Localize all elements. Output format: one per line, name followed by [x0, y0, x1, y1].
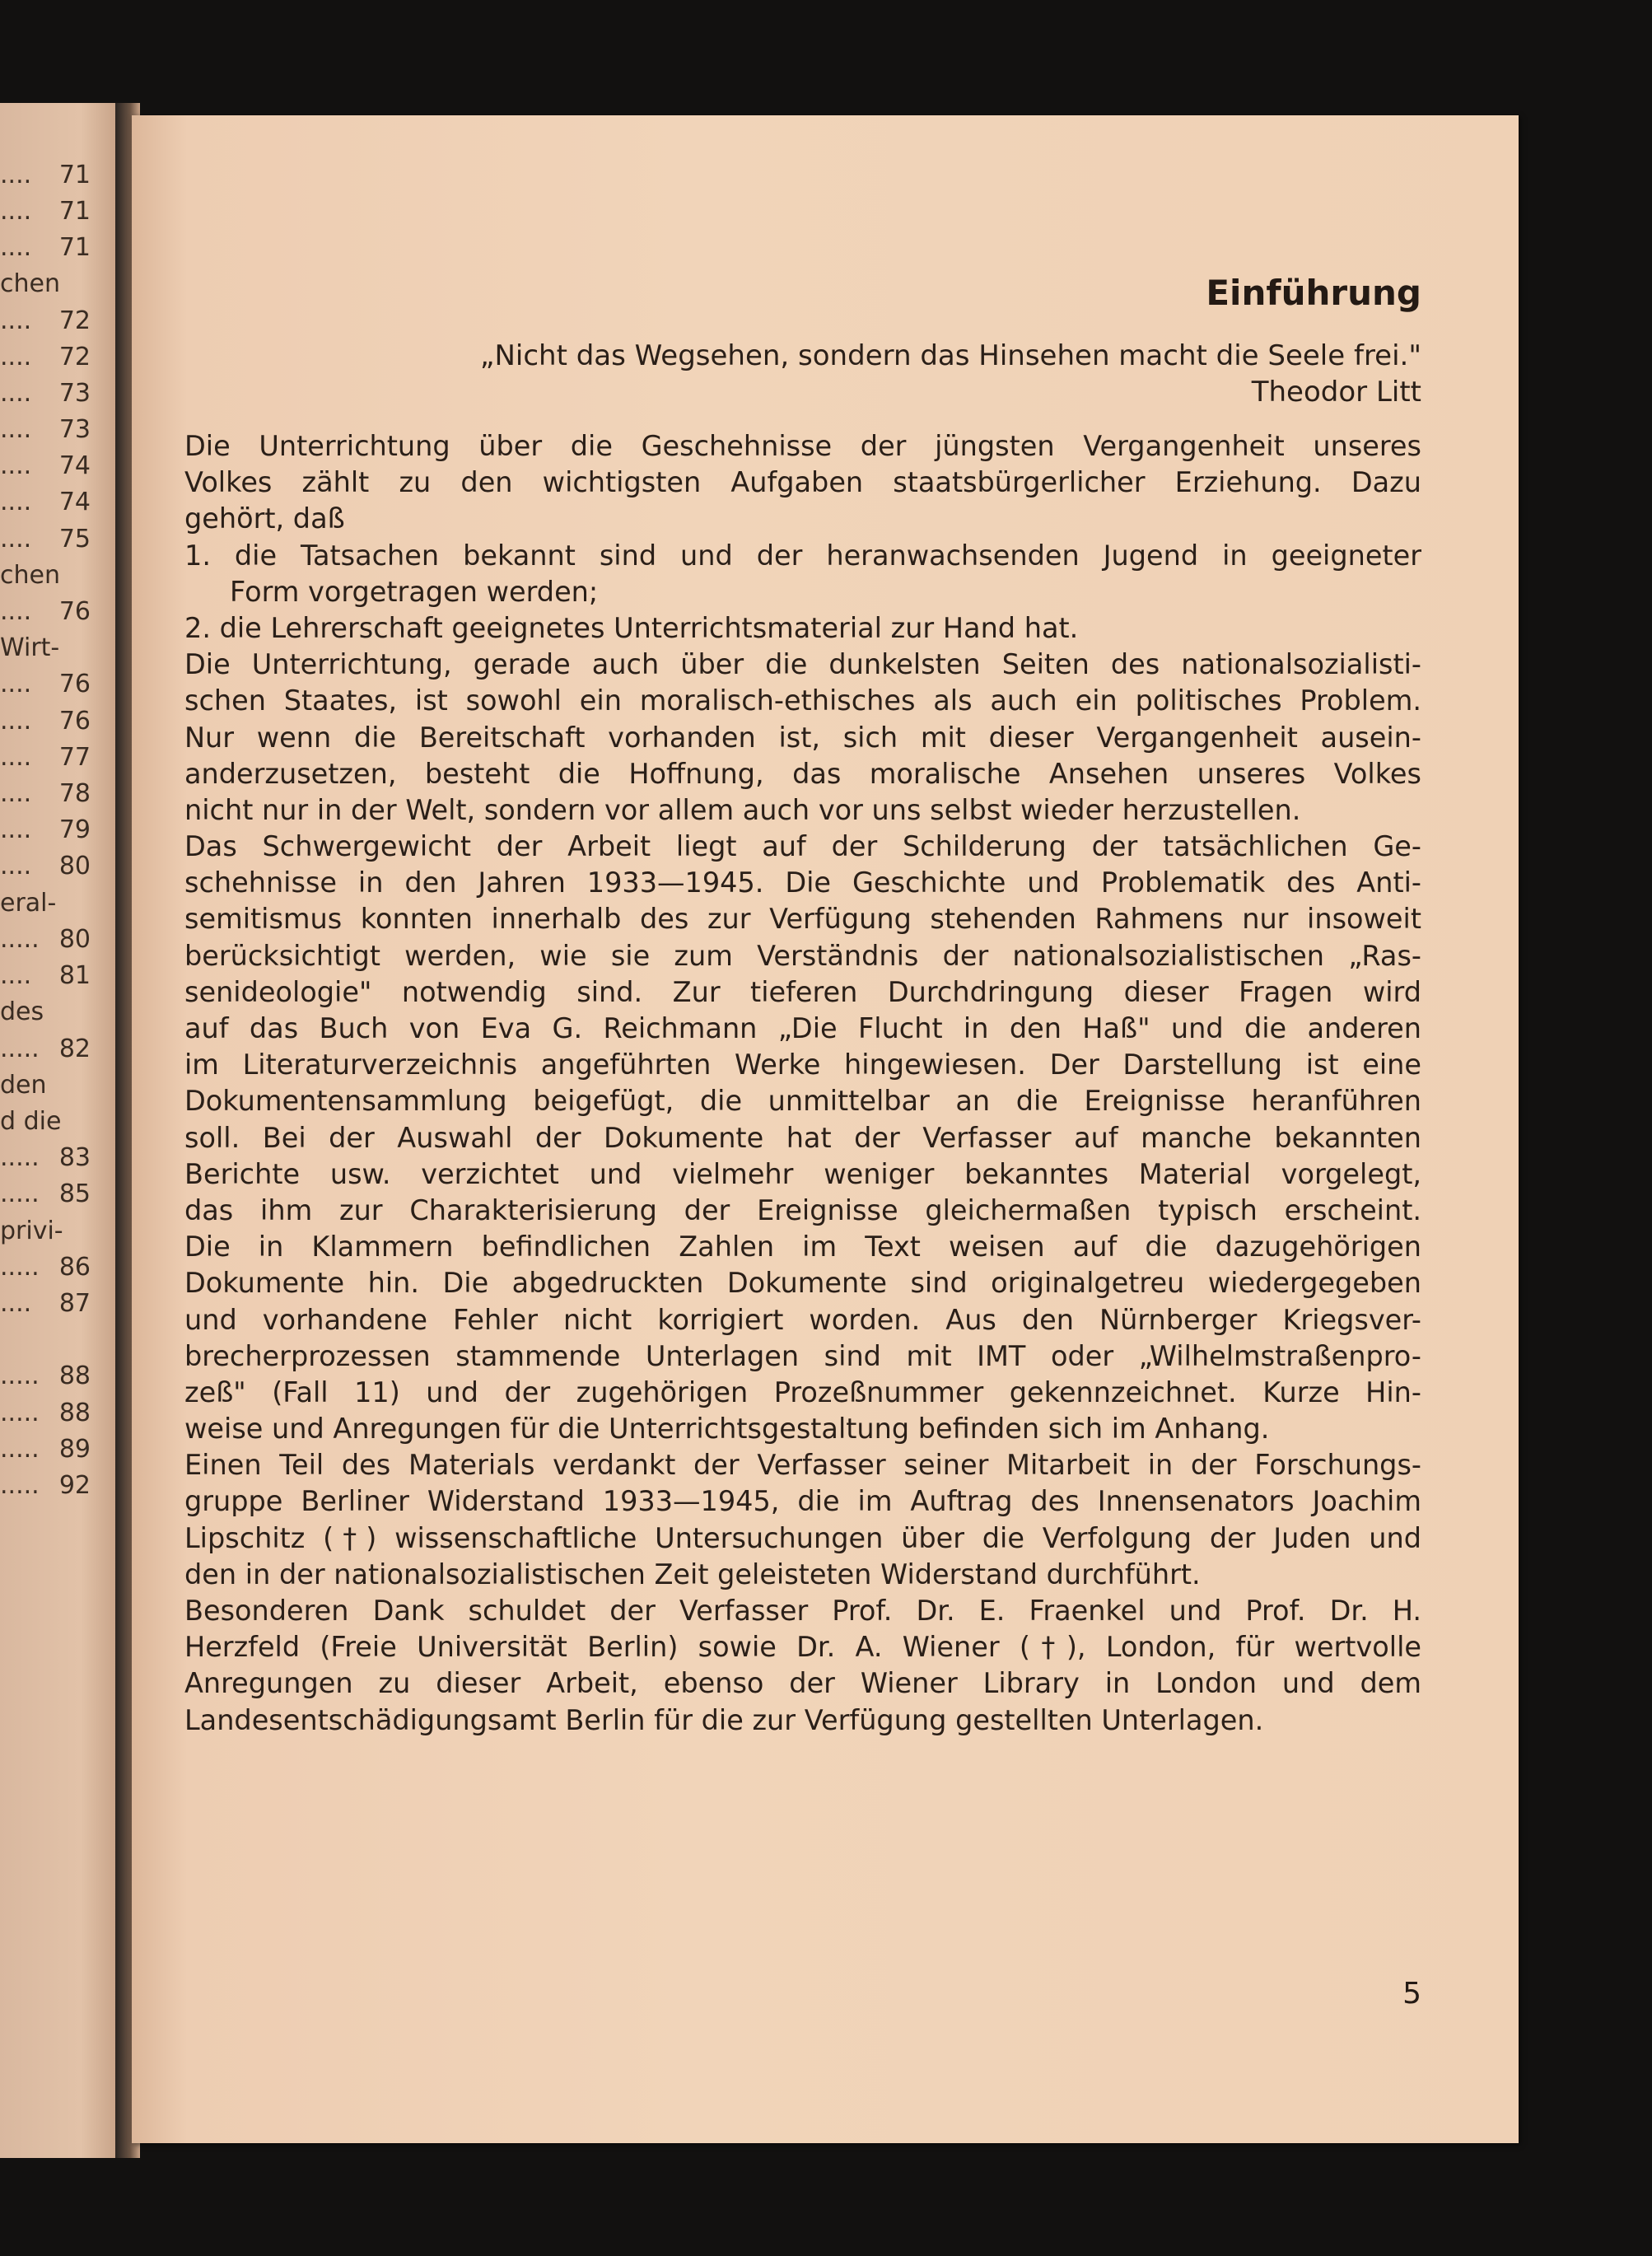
toc-entry-text: .... [0, 488, 32, 516]
toc-entry [0, 157, 91, 194]
toc-entry [0, 1358, 91, 1394]
toc-entry [0, 1468, 91, 1504]
text-line: 1. die Tatsachen bekannt sind und der heranwachsenden Jugend in geeigneter [184, 539, 1421, 572]
toc-entry-text: .... [0, 852, 32, 880]
toc-entry-page: 73 [58, 379, 91, 408]
toc-entry [0, 266, 91, 302]
toc-entry-page: 86 [58, 1253, 91, 1282]
text-line: im Literaturverzeichnis angeführten Werke hingewiesen. Der Darstellung ist eine [184, 1049, 1421, 1081]
text-line: soll. Bei der Auswahl der Dokumente hat der Verfasser auf manche bekannten [184, 1121, 1421, 1154]
toc-entry [0, 1213, 91, 1249]
toc-entry-text: ..... [0, 1399, 40, 1427]
toc-entry-text: .... [0, 161, 32, 189]
toc-entry-page: 71 [58, 197, 91, 226]
text-line: und vorhandene Fehler nicht korrigiert worden. Aus den Nürnberger Kriegsver- [184, 1303, 1421, 1336]
toc-entry-page: 76 [58, 670, 91, 698]
toc-entry [0, 1322, 91, 1358]
toc-entry [0, 303, 91, 339]
toc-entry-page: 76 [58, 597, 91, 626]
text-line: zeß" (Fall 11) und der zugehörigen Prozeßnummer gekennzeichnet. Kurze Hin- [184, 1376, 1421, 1408]
text-line: Die Unterrichtung, gerade auch über die dunkelsten Seiten des nationalsozialisti- [184, 648, 1421, 681]
text-line: Die Unterrichtung über die Geschehnisse der jüngsten Vergangenheit unseres [184, 430, 1421, 462]
toc-entry [0, 521, 91, 558]
text-line: Form vorgetragen werden; [230, 575, 599, 608]
toc-entry-page: 83 [58, 1143, 91, 1172]
toc-entry-text: ..... [0, 1179, 40, 1208]
body-text [184, 428, 1421, 1739]
toc-entry-text: Wirt- [0, 633, 60, 662]
toc-entry-page: 76 [58, 707, 91, 736]
toc-entry [0, 230, 91, 266]
toc-entry [0, 812, 91, 848]
toc-entry-text: .... [0, 1289, 32, 1318]
toc-entry-text: ..... [0, 1035, 40, 1063]
toc-entry-page: 88 [58, 1362, 91, 1390]
toc-entry-text: .... [0, 961, 32, 990]
text-line: das ihm zur Charakterisierung der Ereignisse gleichermaßen typisch erscheint. [184, 1193, 1421, 1226]
text-line: Besonderen Dank schuldet der Verfasser Prof. Dr. E. Fraenkel und Prof. Dr. H. [184, 1595, 1421, 1627]
toc-entry-page: 85 [58, 1179, 91, 1208]
toc-entry-text: .... [0, 379, 32, 408]
text-line: anderzusetzen, besteht die Hoffnung, das moralische Ansehen unseres Volkes [184, 757, 1421, 790]
toc-entry-text: .... [0, 233, 32, 262]
epigraph [214, 338, 1421, 410]
toc-entry-text: ..... [0, 1143, 40, 1172]
text-line: Berichte usw. verzichtet und vielmehr weniger bekanntes Material vorgelegt, [184, 1157, 1421, 1190]
toc-entry-text: .... [0, 743, 32, 772]
toc-entry [0, 194, 91, 230]
page-number: 5 [1402, 1977, 1421, 2011]
epigraph-text: „Nicht das Wegsehen, sondern das Hinsehen macht die Seele frei." [479, 339, 1421, 372]
text-line: Dokumentensammlung beigefügt, die unmittelbar an die Ereignisse heranführen [184, 1085, 1421, 1118]
toc-entry-text: ..... [0, 1471, 40, 1500]
toc-entry [0, 1140, 91, 1176]
toc-entry [0, 1104, 91, 1140]
text-line: brecherprozessen stammende Unterlagen sind mit IMT oder „Wilhelmstraßenpro- [184, 1339, 1421, 1372]
toc-entry-page: 74 [58, 488, 91, 516]
toc-entry [0, 484, 91, 521]
toc-entry-text: privi- [0, 1217, 63, 1245]
toc-entry-page: 73 [58, 415, 91, 444]
toc-entry-page: 71 [58, 233, 91, 262]
toc-entry-page: 80 [58, 852, 91, 880]
toc-entry [0, 922, 91, 958]
toc-entry-text: ..... [0, 1253, 40, 1282]
text-line: Das Schwergewicht der Arbeit liegt auf der Schilderung der tatsächlichen Ge- [184, 830, 1421, 863]
toc-entry-page: 81 [58, 961, 91, 990]
text-line: senideologie" notwendig sind. Zur tieferen Durchdringung dieser Fragen wird [184, 975, 1421, 1008]
toc-entry-page: 72 [58, 306, 91, 335]
toc-entry [0, 958, 91, 994]
text-line: Landesentschädigungsamt Berlin für die zur Verfügung gestellten Unterlagen. [184, 1703, 1264, 1736]
toc-entry [0, 339, 91, 376]
toc-entry-text: .... [0, 306, 32, 335]
toc-entry-page: 74 [58, 451, 91, 480]
toc-entry [0, 848, 91, 885]
toc-entry [0, 1249, 91, 1286]
toc-entry [0, 376, 91, 412]
text-line: schehnisse in den Jahren 1933—1945. Die Geschichte und Problematik des Anti- [184, 866, 1421, 899]
toc-entry [0, 1395, 91, 1432]
toc-entry [0, 666, 91, 703]
toc-entry-text: .... [0, 451, 32, 480]
text-line: nicht nur in der Welt, sondern vor allem auch vor uns selbst wieder herzustellen. [184, 793, 1301, 826]
toc-entry [0, 448, 91, 484]
text-line: schen Staates, ist sowohl ein moralisch-ethisches als auch ein politisches Problem. [184, 684, 1421, 717]
toc-entry-text: .... [0, 670, 32, 698]
toc-entry-page: 87 [58, 1289, 91, 1318]
toc-entry-page: 71 [58, 161, 91, 189]
text-line: Dokumente hin. Die abgedruckten Dokumente sind originalgetreu wiedergegeben [184, 1267, 1421, 1300]
toc-entry-page: 77 [58, 743, 91, 772]
toc-entry-page: 78 [58, 779, 91, 808]
toc-entry-text: chen [0, 269, 60, 298]
toc-entry [0, 1432, 91, 1468]
toc-entry [0, 558, 91, 594]
toc-entry [0, 994, 91, 1030]
toc-entry [0, 1286, 91, 1322]
toc-entry-text: .... [0, 779, 32, 808]
text-line: Nur wenn die Bereitschaft vorhanden ist, sich mit dieser Vergangenheit ausein- [184, 721, 1421, 754]
toc-entry [0, 885, 91, 922]
text-line: 2. die Lehrerschaft geeignetes Unterrichtsmaterial zur Hand hat. [184, 611, 1079, 644]
text-line: gruppe Berliner Widerstand 1933—1945, die im Auftrag des Innensenators Joachim [184, 1485, 1421, 1518]
toc-entry-text: .... [0, 815, 32, 844]
text-line: Anregungen zu dieser Arbeit, ebenso der Wiener Library in London und dem [184, 1667, 1421, 1700]
toc-entry-text: ..... [0, 925, 40, 954]
text-line: gehört, daß [184, 502, 345, 535]
toc-entry-page: 72 [58, 343, 91, 371]
toc-entry-page: 92 [58, 1471, 91, 1500]
text-line: berücksichtigt werden, wie sie zum Verständnis der nationalsozialistischen „Ras- [184, 939, 1421, 972]
toc-entry-text: chen [0, 561, 60, 590]
toc-entry [0, 1176, 91, 1212]
toc-entry-text: .... [0, 197, 32, 226]
toc-entry-text: .... [0, 415, 32, 444]
toc-entry [0, 1031, 91, 1067]
text-line: Einen Teil des Materials verdankt der Verfasser seiner Mitarbeit in der Forschungs- [184, 1449, 1421, 1482]
text-line: weise und Anregungen für die Unterrichtsgestaltung befinden sich im Anhang. [184, 1413, 1270, 1446]
epigraph-author: Theodor Litt [1251, 376, 1421, 409]
text-line: auf das Buch von Eva G. Reichmann „Die Flucht in den Haß" und die anderen [184, 1012, 1421, 1044]
text-line: Die in Klammern befindlichen Zahlen im Text weisen auf die dazugehörigen [184, 1231, 1421, 1263]
toc-entry-text: .... [0, 525, 32, 553]
toc-entry-page: 79 [58, 815, 91, 844]
toc-entry [0, 630, 91, 666]
toc-entry-page: 89 [58, 1435, 91, 1464]
toc-entry [0, 776, 91, 812]
toc-entry-page: 80 [58, 925, 91, 954]
toc-entry [0, 594, 91, 630]
right-page [132, 115, 1519, 2143]
toc-entry-text: .... [0, 597, 32, 626]
toc-entry-text: ..... [0, 1435, 40, 1464]
toc-entry-text: d die [0, 1107, 62, 1136]
toc-entry-text: des [0, 997, 44, 1026]
toc-entry [0, 1067, 91, 1104]
text-line: Volkes zählt zu den wichtigsten Aufgaben staatsbürgerlicher Erziehung. Dazu [184, 466, 1421, 499]
text-line: semitismus konnten innerhalb des zur Verfügung stehenden Rahmens nur insoweit [184, 903, 1421, 936]
toc-entry-text: den [0, 1071, 47, 1100]
left-page-toc [0, 103, 115, 2158]
toc-entry-text: .... [0, 707, 32, 736]
toc-entry-page: 82 [58, 1035, 91, 1063]
toc-entry [0, 740, 91, 776]
text-line: den in der nationalsozialistischen Zeit geleisteten Widerstand durchführt. [184, 1558, 1201, 1590]
toc-entry [0, 412, 91, 448]
text-line: Herzfeld (Freie Universität Berlin) sowie Dr. A. Wiener (†), London, für wertvolle [184, 1631, 1421, 1664]
text-line: Lipschitz (†) wissenschaftliche Untersuchungen über die Verfolgung der Juden und [184, 1521, 1421, 1554]
toc-entry-page: 75 [58, 525, 91, 553]
page-heading: Einführung [1206, 273, 1421, 313]
toc-entry-text: .... [0, 343, 32, 371]
toc-entry-text: eral- [0, 889, 57, 918]
toc-entry-page: 88 [58, 1399, 91, 1427]
toc-entry [0, 703, 91, 740]
toc-entry-text: ..... [0, 1362, 40, 1390]
